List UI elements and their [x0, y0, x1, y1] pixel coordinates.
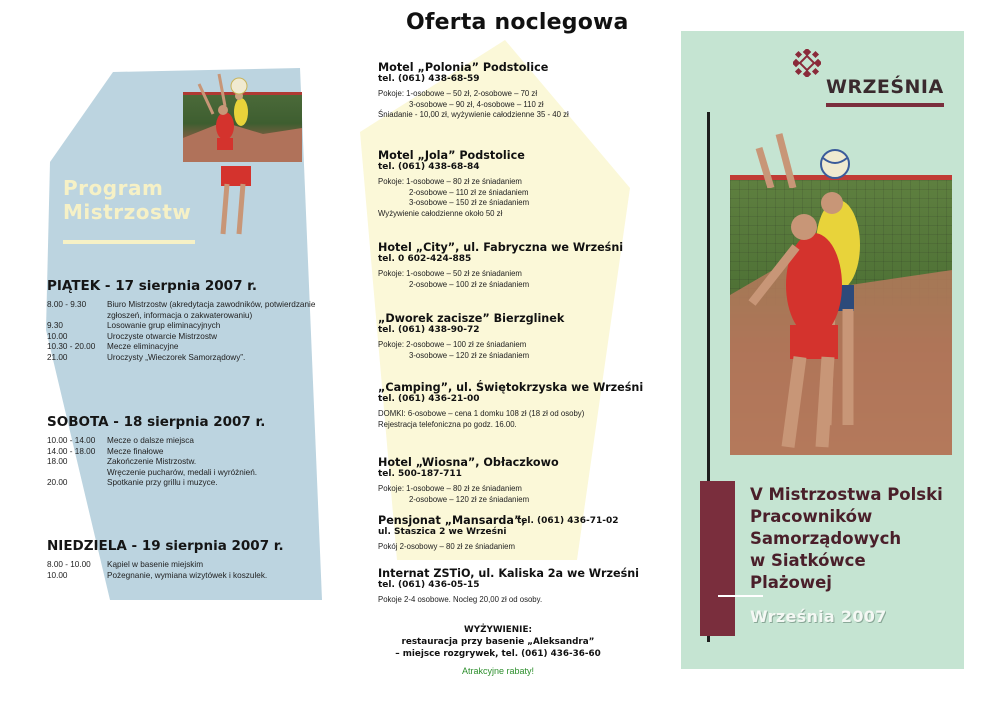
offer-detail: 3-osobowe – 120 zł ze śniadaniem: [409, 350, 530, 360]
offer-name: Hotel „City”, ul. Fabryczna we Wrześni: [378, 241, 624, 254]
championship-subtitle: Września 2007: [750, 607, 887, 626]
mansarda-phone: tel. (061) 436-71-02: [517, 516, 619, 526]
offer-phone: ul. Staszica 2 we Wrześni: [378, 527, 507, 537]
offer-detail: Pokoje: 1-osobowe – 50 zł ze śniadaniem: [378, 269, 522, 278]
schedule-time: 21.00: [47, 352, 68, 362]
schedule-time: 10.00 - 14.00: [47, 436, 96, 445]
championship-title-line: Samorządowych: [750, 529, 902, 548]
offer-detail: Rejestracja telefoniczna po godz. 16.00.: [378, 419, 517, 429]
offer-detail: 2-osobowe – 120 zł ze śniadaniem: [409, 494, 530, 504]
championship-title-line: V Mistrzostwa Polski: [750, 485, 943, 504]
logo-underline: [826, 103, 944, 107]
player-overlay-small: [195, 66, 275, 246]
wrzesnia-logo-icon: [793, 49, 821, 77]
offer-name: „Dworek zacisze” Bierzglinek: [378, 312, 565, 325]
offer-detail: 2-osobowe – 100 zł ze śniadaniem: [409, 279, 530, 289]
offer-name: „Camping”, ul. Świętokrzyska we Wrześni: [378, 381, 644, 394]
schedule-description: Mecze finałowe: [107, 446, 164, 456]
schedule-row: [47, 342, 337, 353]
volleyball-icon: [745, 128, 865, 188]
offer-detail: Pokoje: 1-osobowe – 80 zł ze śniadaniem: [378, 484, 522, 493]
schedule-row: [47, 457, 337, 468]
schedule-row: [47, 332, 337, 343]
schedule-description: Mecze eliminacyjne: [107, 342, 179, 351]
offer-detail: Pokoje: 1-osobowe – 80 zł ze śniadaniem: [378, 177, 522, 186]
offer-name: Pensjonat „Mansarda”,: [378, 514, 526, 527]
day-title: NIEDZIELA - 19 sierpnia 2007 r.: [47, 538, 284, 554]
schedule-time: [47, 468, 107, 479]
offer-camping: [378, 381, 644, 430]
schedule-time: 9.30: [47, 321, 63, 330]
schedule-row: [47, 468, 337, 479]
promo-text: Atrakcyjne rabaty!: [461, 666, 535, 676]
championship-title-line: Pracowników: [750, 507, 873, 526]
offer-internat-zstio: [378, 567, 638, 606]
schedule-description: Kąpiel w basenie miejskim: [107, 560, 204, 569]
volleyball-photo-large: [730, 175, 952, 455]
offer-detail: 3-osobowe – 90 zł, 4-osobowe – 110 zł: [409, 99, 544, 109]
schedule-time: 18.00: [47, 457, 68, 466]
schedule-time: 10.00: [47, 331, 68, 341]
championship-title: [750, 484, 943, 594]
offer-detail: Wyżywienie całodzienne około 50 zł: [378, 208, 503, 218]
day-sunday: [47, 538, 337, 581]
day-title: SOBOTA - 18 sierpnia 2007 r.: [47, 414, 266, 430]
offer-motel-jola: [378, 149, 638, 219]
schedule-time: 8.00 - 9.30: [47, 300, 87, 309]
day-friday: [47, 278, 337, 363]
offer-name: Motel „Polonia” Podstolice: [378, 61, 549, 74]
schedule-description: Mecze o dalsze miejsca: [107, 436, 194, 445]
maroon-accent-bar: [700, 481, 735, 636]
schedule-description: Uroczyste otwarcie Mistrzostw: [107, 331, 218, 341]
schedule-description: Wręczenie pucharów, medali i wyróżnień.: [107, 467, 258, 477]
subtitle-line: [718, 595, 763, 597]
player-figures-large: [730, 175, 952, 455]
offer-phone: tel. (061) 436-21-00: [378, 394, 480, 404]
schedule-rows: [47, 436, 337, 489]
schedule-time: 20.00: [47, 478, 68, 487]
catering-info: [378, 624, 618, 676]
schedule-row: [47, 353, 337, 364]
schedule-row: [47, 436, 337, 447]
offer-name: Motel „Jola” Podstolice: [378, 149, 525, 162]
offer-hotel-city: [378, 241, 638, 290]
offer-name: Hotel „Wiosna”, Obłaczkowo: [378, 456, 559, 469]
schedule-description: Losowanie grup eliminacyjnych: [107, 321, 221, 330]
schedule-time: 8.00 - 10.00: [47, 560, 91, 569]
day-saturday: [47, 414, 337, 489]
offer-name: Internat ZSTiO, ul. Kaliska 2a we Wrześni: [378, 567, 640, 580]
schedule-row: [47, 560, 337, 571]
offer-hotel-wiosna: [378, 456, 638, 505]
offer-phone: tel. (061) 438-68-84: [378, 162, 480, 172]
offer-detail: Pokoje: 1-osobowe – 50 zł, 2-osobowe – 70 zł: [378, 89, 538, 98]
schedule-time: 14.00 - 18.00: [47, 446, 96, 456]
offer-detail: DOMKI: 6-osobowe – cena 1 domku 108 zł (18 zł od osoby): [378, 409, 585, 418]
schedule-time: [47, 311, 107, 322]
schedule-time: 10.00: [47, 570, 68, 580]
schedule-rows: [47, 300, 337, 363]
offer-dworek-zacisze: [378, 312, 638, 361]
offer-detail: Pokoje 2-4 osobowe. Nocleg 20,00 zł od osoby.: [378, 595, 543, 604]
schedule-description: Spotkanie przy grillu i muzyce.: [107, 478, 218, 487]
offer-detail: 2-osobowe – 110 zł ze śniadaniem: [409, 187, 529, 197]
schedule-description: Uroczysty „Wieczorek Samorządowy”.: [107, 352, 246, 362]
championship-title-line: w Siatkówce: [750, 551, 866, 570]
schedule-row: [47, 447, 337, 458]
catering-phone: – miejsce rozgrywek, tel. (061) 436-36-60: [395, 649, 601, 659]
offer-detail: Pokoje: 2-osobowe – 100 zł ze śniadaniem: [378, 340, 527, 349]
schedule-rows: [47, 560, 337, 581]
schedule-row: [47, 300, 337, 311]
offer-detail: Pokój 2-osobowy – 80 zł ze śniadaniem: [378, 542, 515, 551]
offer-title: Oferta noclegowa: [406, 10, 629, 35]
offer-phone: tel. (061) 438-90-72: [378, 325, 480, 335]
offer-phone: tel. (061) 438-68-59: [378, 74, 480, 84]
program-title-line-2: Mistrzostw: [63, 200, 192, 224]
championship-title-line: Plażowej: [750, 573, 832, 592]
catering-heading: WYŻYWIENIE:: [464, 625, 532, 635]
program-title-line-1: Program: [63, 176, 164, 200]
schedule-row: [47, 311, 337, 322]
offer-phone: tel. 0 602-424-885: [378, 254, 472, 264]
schedule-description: Zakończenie Mistrzostw.: [107, 457, 197, 466]
schedule-description: zgłoszeń, informacja o zakwaterowaniu): [107, 310, 253, 320]
schedule-description: Biuro Mistrzostw (akredytacja zawodników, potwierdzanie: [107, 300, 316, 309]
offer-phone: tel. (061) 436-05-15: [378, 580, 480, 590]
schedule-row: [47, 478, 337, 489]
offer-motel-polonia: [378, 61, 638, 121]
program-title: [63, 176, 191, 224]
schedule-row: [47, 321, 337, 332]
offer-detail: 3-osobowe – 150 zł ze śniadaniem: [409, 198, 530, 207]
catering-restaurant: restauracja przy basenie „Aleksandra”: [401, 637, 595, 647]
wrzesnia-logo-text: WRZEŚNIA: [826, 76, 944, 98]
schedule-time: 10.30 - 20.00: [47, 342, 96, 351]
schedule-description: Pożegnanie, wymiana wizytówek i koszulek.: [107, 570, 268, 580]
offer-phone: tel. 500-187-711: [378, 469, 462, 479]
day-title: PIĄTEK - 17 sierpnia 2007 r.: [47, 278, 258, 294]
schedule-row: [47, 571, 337, 582]
offer-detail: Śniadanie - 10,00 zł, wyżywienie całodzienne 35 - 40 zł: [378, 110, 569, 119]
program-title-underline: [63, 240, 195, 244]
